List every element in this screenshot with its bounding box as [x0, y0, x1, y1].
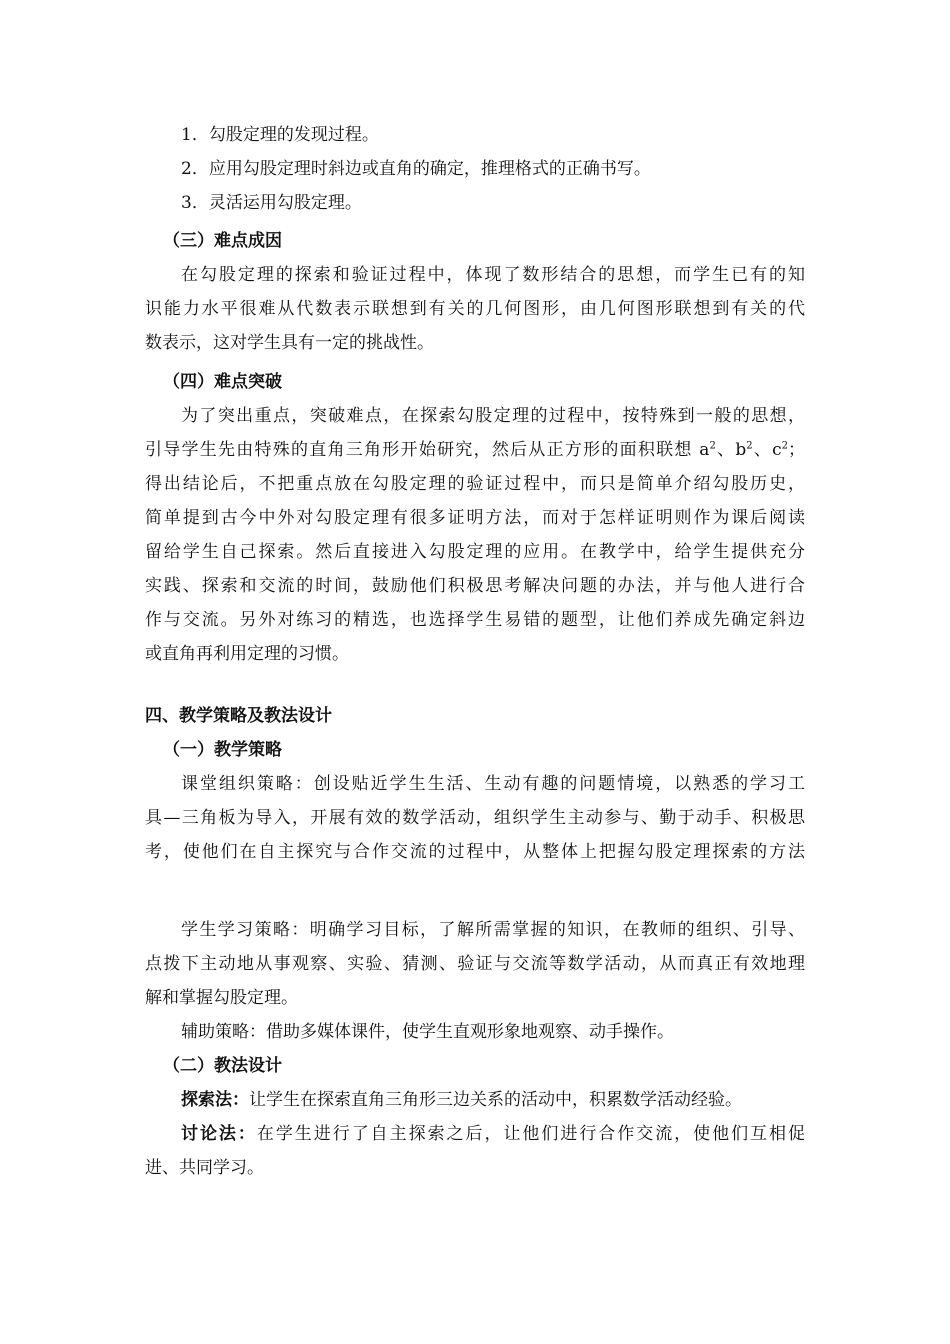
paragraph-line: 识能力水平很难从代数表示联想到有关的几何图形，由几何图形联想到有关的代	[145, 299, 805, 319]
list-item: 3．灵活运用勾股定理。	[181, 193, 362, 213]
paragraph-line: 留给学生自己探索。然后直接进入勾股定理的应用。在教学中，给学生提供充分	[145, 542, 805, 562]
section-breakthrough	[145, 365, 805, 671]
paragraph-line: 为了突出重点，突破难点，在探索勾股定理的过程中，按特殊到一般的思想，	[181, 406, 805, 426]
paragraph-line: 实践、探索和交流的时间，鼓励他们积极思考解决问题的办法，并与他人进行合	[145, 576, 805, 596]
method-text: 让学生在探索直角三角形三边关系的活动中，积累数学活动经验。	[249, 1090, 742, 1110]
var-b: b	[735, 440, 747, 460]
var-a: a	[699, 440, 710, 460]
section-heading: （三）难点成因	[163, 231, 282, 251]
formula-prefix: 引导学生先由特殊的直角三角形开始研究，然后从正方形的面积联想	[145, 440, 700, 460]
separator: 、	[752, 440, 773, 460]
method-label: 探索法：	[181, 1090, 249, 1110]
paragraph-line: 点拨下主动地从事观察、实验、猜测、验证与交流等数学活动，从而真正有效地理	[145, 954, 805, 974]
var-c: c	[772, 440, 782, 460]
exponent: 2	[709, 440, 716, 452]
section-four	[145, 699, 805, 869]
section-heading: （四）难点突破	[163, 372, 282, 392]
separator: 、	[715, 440, 736, 460]
paragraph-line	[145, 1117, 805, 1151]
method-label: 讨论法：	[181, 1124, 257, 1144]
end-mark: ；	[788, 440, 806, 460]
difficulties-list	[145, 118, 805, 220]
paragraph-line: 作与交流。另外对练习的精选，也选择学生易错的题型，让他们养成先确定斜边	[145, 610, 805, 630]
paragraph-line: 进、共同学习。	[145, 1158, 264, 1178]
list-item: 1．勾股定理的发现过程。	[181, 125, 379, 145]
section-cause	[145, 224, 805, 360]
paragraph-line	[145, 1083, 805, 1117]
paragraph-line: 考，使他们在自主探究与合作交流的过程中，从整体上把握勾股定理探索的方法	[145, 842, 805, 862]
section-heading: （一）教学策略	[163, 740, 282, 760]
paragraph-line: 学生学习策略：明确学习目标，了解所需掌握的知识，在教师的组织、引导、	[181, 920, 805, 940]
section-heading: （二）教法设计	[163, 1056, 282, 1076]
paragraph-line: 解和掌握勾股定理。	[145, 988, 298, 1008]
paragraph-line: 简单提到古今中外对勾股定理有很多证明方法，而对于怎样证明则作为课后阅读	[145, 508, 805, 528]
paragraph-line: 在勾股定理的探索和验证过程中，体现了数形结合的思想，而学生已有的知	[181, 265, 805, 285]
chapter-heading: 四、教学策略及教法设计	[145, 706, 332, 726]
exponent: 2	[781, 440, 789, 452]
paragraph-line: 辅助策略：借助多媒体课件，使学生直观形象地观察、动手操作。	[181, 1022, 674, 1042]
method-text: 在学生进行了自主探索之后，让他们进行合作交流，使他们互相促	[256, 1124, 805, 1144]
student-strategy	[145, 913, 805, 1185]
paragraph-line: 具—三角板为导入，开展有效的数学活动，组织学生主动参与、勤于动手、积极思	[145, 808, 805, 828]
paragraph-line: 课堂组织策略：创设贴近学生生活、生动有趣的问题情境，以熟悉的学习工	[181, 774, 805, 794]
paragraph-line: 或直角再利用定理的习惯。	[145, 644, 349, 664]
paragraph-line-formula	[145, 433, 805, 467]
list-item: 2．应用勾股定理时斜边或直角的确定，推理格式的正确书写。	[181, 159, 651, 179]
exponent: 2	[746, 440, 753, 452]
paragraph-line: 数表示，这对学生具有一定的挑战性。	[145, 333, 434, 353]
paragraph-line: 得出结论后，不把重点放在勾股定理的验证过程中，而只是简单介绍勾股历史，	[145, 474, 805, 494]
